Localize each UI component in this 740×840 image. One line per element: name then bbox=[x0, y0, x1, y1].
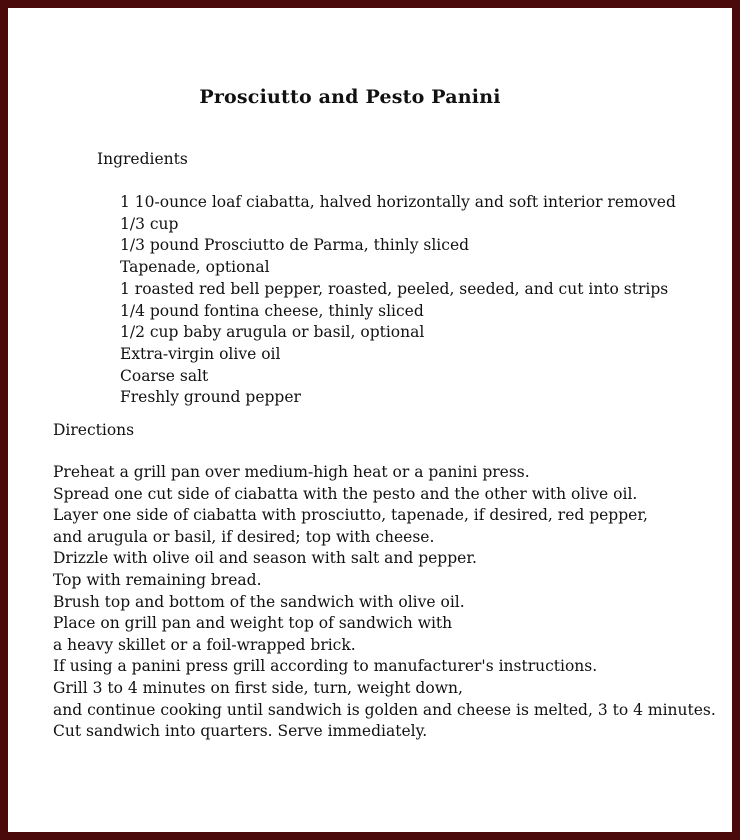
direction-line: Preheat a grill pan over medium-high heat or a panini press. bbox=[53, 463, 530, 481]
direction-line: Place on grill pan and weight top of sandwich with bbox=[53, 614, 453, 633]
direction-line: Layer one side of ciabatta with prosciutto, tapenade, if desired, red pepper, bbox=[53, 506, 648, 525]
direction-line: and arugula or basil, if desired; top with cheese. bbox=[53, 527, 435, 546]
direction-line: Top with remaining bread. bbox=[53, 570, 262, 589]
direction-line: Spread one cut side of ciabatta with the pesto and the other with olive oil. bbox=[53, 484, 638, 503]
ingredient-item: Tapenade, optional bbox=[120, 258, 270, 277]
ingredient-item: 1/3 cup bbox=[120, 214, 179, 233]
direction-line: Grill 3 to 4 minutes on first side, turn, weight down, bbox=[53, 678, 463, 697]
ingredient-item: 1 10-ounce loaf ciabatta, halved horizontally and soft interior removed bbox=[120, 193, 676, 211]
recipe-title: Prosciutto and Pesto Panini bbox=[199, 86, 501, 108]
direction-line: Drizzle with olive oil and season with salt and pepper. bbox=[53, 549, 477, 568]
direction-line: a heavy skillet or a foil-wrapped brick. bbox=[53, 635, 356, 654]
ingredient-item: 1/3 pound Prosciutto de Parma, thinly sliced bbox=[120, 236, 470, 255]
ingredient-item: 1/4 pound fontina cheese, thinly sliced bbox=[120, 301, 424, 320]
ingredient-item: Extra-virgin olive oil bbox=[120, 344, 281, 363]
ingredients-heading: Ingredients bbox=[97, 150, 188, 168]
directions-list bbox=[53, 462, 716, 743]
ingredients-list bbox=[120, 192, 676, 409]
ingredient-item: Freshly ground pepper bbox=[120, 388, 301, 407]
direction-line: Cut sandwich into quarters. Serve immediately. bbox=[53, 722, 428, 741]
ingredient-item: 1 roasted red bell pepper, roasted, peeled, seeded, and cut into strips bbox=[120, 279, 669, 298]
direction-line: If using a panini press grill according to manufacturer's instructions. bbox=[53, 657, 598, 676]
directions-heading: Directions bbox=[53, 421, 135, 439]
direction-line: Brush top and bottom of the sandwich with olive oil. bbox=[53, 592, 465, 611]
ingredient-item: Coarse salt bbox=[120, 366, 209, 385]
ingredient-item: 1/2 cup baby arugula or basil, optional bbox=[120, 323, 425, 342]
direction-line: and continue cooking until sandwich is golden and cheese is melted, 3 to 4 minutes. bbox=[53, 700, 716, 719]
